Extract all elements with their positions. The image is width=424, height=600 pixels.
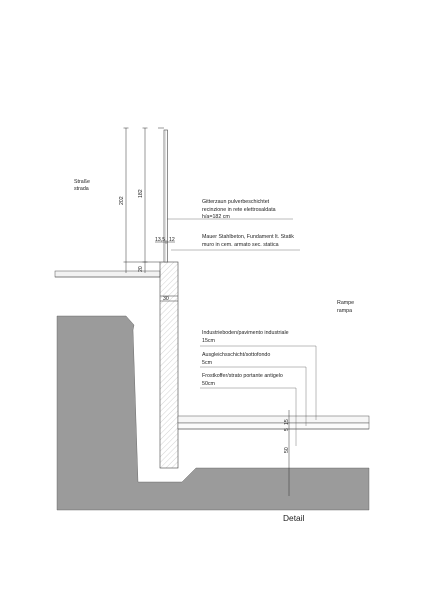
screed-callout-line1: Ausgleichsschicht/sottofondo — [202, 352, 271, 358]
dim-202: 202 — [119, 196, 125, 205]
dimension-lines — [124, 128, 290, 496]
soil-mass — [57, 316, 369, 510]
fence-callout-line1: Gitterzaun pulverbeschichtet — [202, 199, 270, 205]
dim-182: 182 — [138, 189, 144, 198]
street-label-it: strada — [74, 186, 89, 192]
dim-12: 12 — [169, 237, 175, 243]
ramp-label-it: rampa — [337, 308, 353, 314]
retaining-wall — [160, 262, 178, 468]
drawing-title: Detail — [283, 513, 305, 523]
subbase-callout-line1: Frostkoffer/strato portante antigelo — [202, 373, 283, 379]
dim-13-5: 13,5 — [155, 237, 166, 243]
road-slab — [55, 271, 160, 277]
dim-30: 30 — [163, 296, 169, 302]
dim-20: 20 — [138, 266, 144, 272]
industrial-floor — [178, 416, 369, 423]
dim-15: 15 — [284, 419, 290, 425]
subbase-callout-line2: 50cm — [202, 381, 215, 387]
wall-callout-line1: Mauer Stahlbeton, Fundament lt. Statik — [202, 234, 294, 240]
fence-callout-line2: recinzione in rete elettrosaldata — [202, 207, 276, 213]
wall-callout-line2: muro in cem. armato sec. statica — [202, 242, 279, 248]
ramp-label-de: Rampe — [337, 300, 355, 306]
screed-layer — [178, 423, 369, 429]
screed-callout-line2: 5cm — [202, 360, 213, 366]
dim-50: 50 — [284, 447, 290, 453]
dim-5: 5 — [284, 428, 290, 431]
fence-callout-line3: h/a=182 cm — [202, 214, 230, 220]
floor-callout-line1: Industrieboden/pavimento industriale — [202, 330, 289, 336]
street-label-de: Straße — [74, 179, 90, 185]
floor-callout-line2: 15cm — [202, 338, 215, 344]
